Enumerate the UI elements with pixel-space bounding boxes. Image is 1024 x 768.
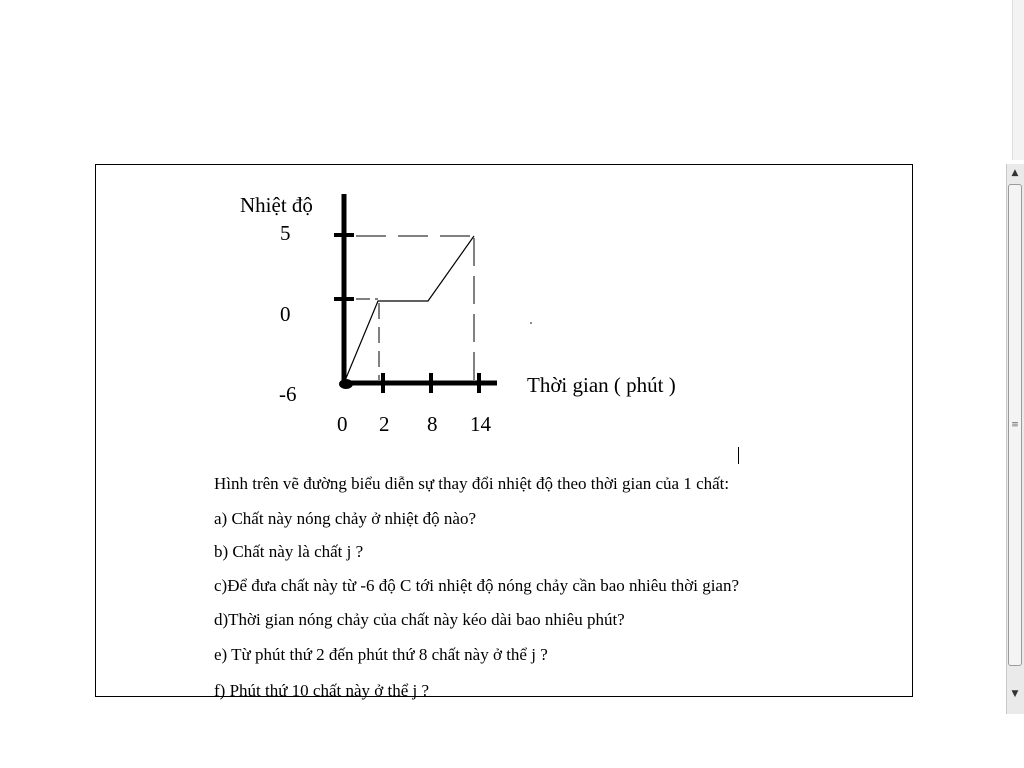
scroll-down-icon[interactable]: ▼: [1011, 689, 1019, 699]
temperature-series-line: [344, 236, 474, 383]
x-tick-label-0: 0: [337, 412, 348, 436]
x-tick-label-2: 2: [379, 412, 390, 436]
question-d: d)Thời gian nóng chảy của chất này kéo dài bao nhiêu phút?: [214, 610, 625, 629]
text-cursor: [738, 447, 739, 464]
question-e: e) Từ phút thứ 2 đến phút thứ 8 chất này ở thể j ?: [214, 645, 548, 664]
x-tick-label-14: 14: [470, 412, 491, 436]
y-tick-label-5: 5: [280, 221, 291, 245]
x-axis-label: Thời gian ( phút ): [527, 373, 676, 397]
question-b: b) Chất này là chất j ?: [214, 542, 364, 561]
scroll-up-icon[interactable]: ▲: [1011, 168, 1019, 178]
scrollbar-grip-icon: ≡: [1011, 420, 1019, 430]
y-axis-label: Nhiệt độ: [240, 193, 313, 217]
y-tick-label-neg6: -6: [279, 382, 297, 406]
y-tick-label-0: 0: [280, 302, 291, 326]
question-a: a) Chất này nóng chảy ở nhiệt độ nào?: [214, 509, 477, 528]
question-c: c)Để đưa chất này từ -6 độ C tới nhiệt độ nóng chảy cần bao nhiêu thời gian?: [214, 576, 740, 595]
origin-dot: [339, 379, 353, 389]
x-tick-label-8: 8: [427, 412, 438, 436]
stray-dot: [530, 322, 532, 324]
question-intro: Hình trên vẽ đường biểu diễn sự thay đổi nhiệt độ theo thời gian của 1 chất:: [214, 474, 730, 493]
question-f: f) Phút thứ 10 chất này ở thể j ?: [214, 681, 430, 700]
